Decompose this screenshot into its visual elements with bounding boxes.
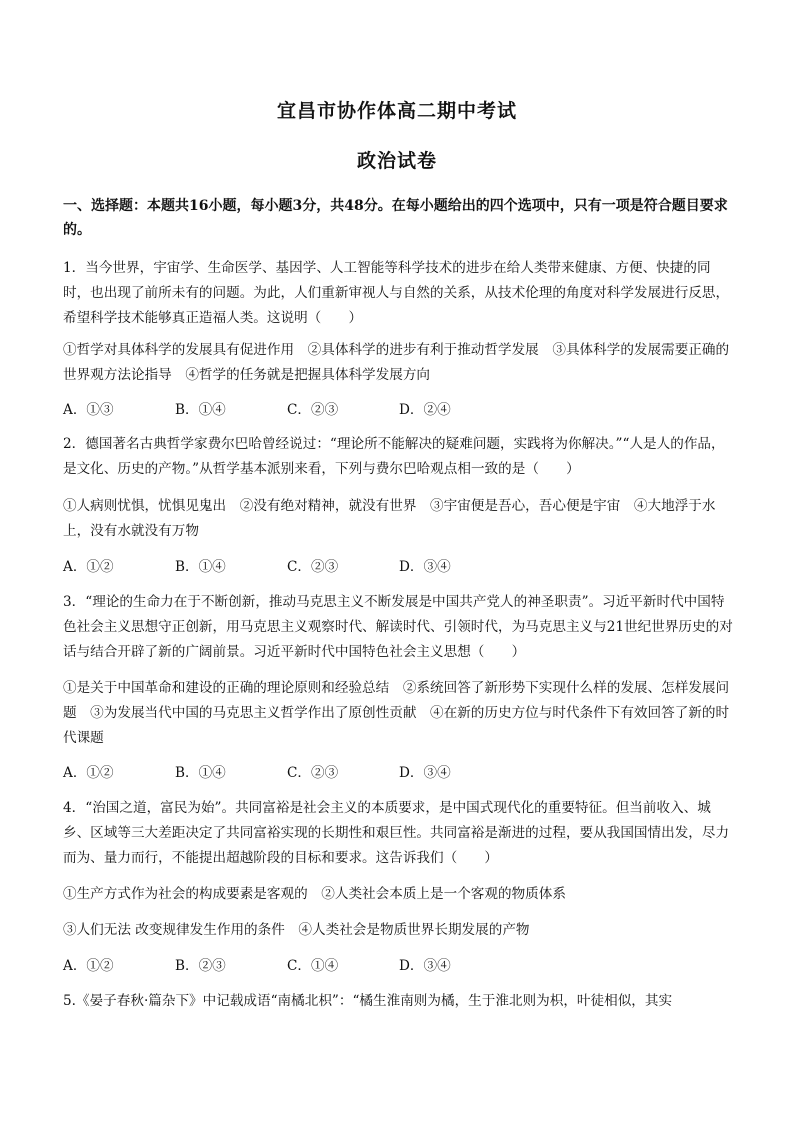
option-c: C．①④ (287, 958, 339, 974)
exam-title: 宜昌市协作体高二期中考试 (276, 100, 517, 122)
question-3-stem: 3．“理论的生命力在于不断创新，推动马克思主义不断发展是中国共产党人的神圣职责”。习近平新时代中国特色社会主义思想守正创新，用马克思主义观察时代、解读时代、引领时代，为马克思主义与21世纪世界历史的对话与结合开辟了新的广阔前景。习近平新时代中国特色社会主义思想（ ） (63, 594, 733, 660)
option-b: B．②③ (175, 958, 226, 974)
option-d: D．③④ (399, 958, 451, 974)
option-b: B．①④ (175, 559, 226, 575)
option-d: D．③④ (399, 559, 451, 575)
question-4-statements-line-2: ③人们无法 改变规律发生作用的条件 ④人类社会是物质世界长期发展的产物 (63, 922, 530, 938)
exam-subject: 政治试卷 (356, 150, 437, 172)
section-heading: 一、选择题：本题共16小题，每小题3分，共48分。在每小题给出的四个选项中，只有一项是符合题目要求的。 (63, 198, 728, 238)
question-1-options (63, 398, 733, 423)
question-3-statements: ①是关于中国革命和建设的正确的理论原则和经验总结 ②系统回答了新形势下实现什么样的发展、怎样发展问题 ③为发展当代中国的马克思主义哲学作出了原创性贡献 ④在新的历史方位与时代条件下有效回答了新的时代课题 (63, 680, 730, 746)
question-2-statements: ①人病则忧惧，忧惧见鬼出 ②没有绝对精神，就没有世界 ③宇宙便是吾心，吾心便是宇宙 ④大地浮于水上，没有水就没有万物 (63, 498, 716, 539)
option-b: B．①④ (175, 765, 226, 781)
question-4-statements-line-1: ①生产方式作为社会的构成要素是客观的 ②人类社会本质上是一个客观的物质体系 (63, 886, 566, 902)
question-4-options (63, 954, 733, 979)
question-4-stem: 4．“治国之道，富民为始”。共同富裕是社会主义的本质要求，是中国式现代化的重要特征。但当前收入、城乡、区域等三大差距决定了共同富裕实现的长期性和艰巨性。共同富裕是渐进的过程，要从我国国情出发，尽力而为、量力而行，不能提出超越阶段的目标和要求。这告诉我们（ ） (63, 800, 730, 866)
option-a: A．①② (63, 765, 114, 781)
question-2-stem: 2．德国著名古典哲学家费尔巴哈曾经说过：“理论所不能解决的疑难问题，实践将为你解决。”“人是人的作品，是文化、历史的产物。”从哲学基本派别来看，下列与费尔巴哈观点相一致的是（ ） (63, 436, 725, 477)
option-a: A．①② (63, 958, 114, 974)
option-a: A．①② (63, 559, 114, 575)
question-3-options (63, 761, 733, 786)
question-5-stem: 5.《晏子春秋·篇杂下》中记载成语“南橘北枳”：“橘生淮南则为橘，生于淮北则为枳，叶徒相似，其实 (63, 993, 673, 1009)
option-d: D．②④ (399, 402, 451, 418)
option-a: A．①③ (63, 402, 114, 418)
option-c: C．②③ (287, 402, 339, 418)
option-c: C．②③ (287, 559, 339, 575)
question-1-statements: ①哲学对具体科学的发展具有促进作用 ②具体科学的进步有利于推动哲学发展 ③具体科学的发展需要正确的世界观方法论指导 ④哲学的任务就是把握具体科学发展方向 (63, 342, 730, 383)
option-b: B．①④ (175, 402, 226, 418)
option-c: C．②③ (287, 765, 339, 781)
question-1-stem: 1．当今世界，宇宙学、生命医学、基因学、人工智能等科学技术的进步在给人类带来健康、方便、快捷的同时，也出现了前所未有的问题。为此，人们重新审视人与自然的关系，从技术伦理的角度对科学发展进行反思，希望科学技术能够真正造福人类。这说明（ ） (63, 260, 730, 326)
option-d: D．③④ (399, 765, 451, 781)
question-2-options (63, 555, 733, 580)
